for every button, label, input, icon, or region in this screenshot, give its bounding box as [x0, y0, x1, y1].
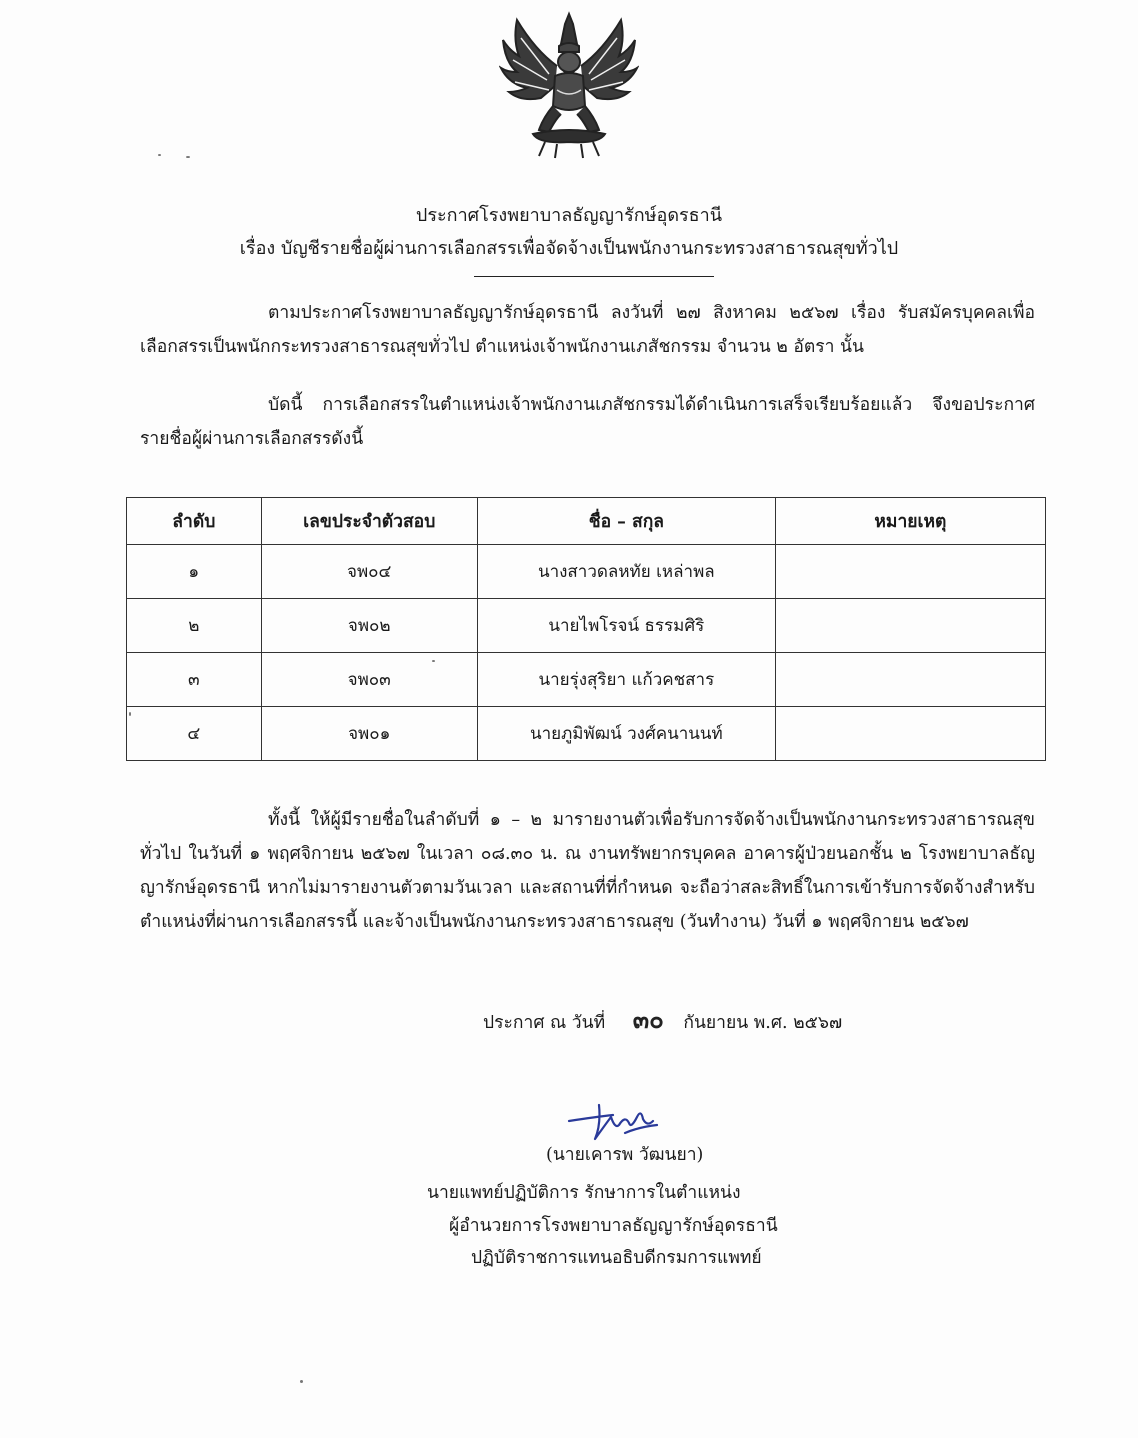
cell-note	[775, 599, 1045, 653]
title-divider	[474, 276, 714, 277]
result-paragraph	[140, 388, 1035, 456]
announcement-day: ๓๐	[632, 1006, 664, 1034]
column-header-note: หมายเหตุ	[775, 498, 1045, 545]
cell-note	[775, 545, 1045, 599]
intro-paragraph	[140, 296, 1035, 364]
candidate-table	[126, 497, 1046, 761]
announcement-date	[483, 1000, 842, 1039]
scan-speck	[432, 660, 435, 662]
table-row	[127, 653, 1046, 707]
scan-speck	[300, 1380, 303, 1383]
result-paragraph-text: บัดนี้ การเลือกสรรในตำแหน่งเจ้าพนักงานเภสัชกรรมได้ดำเนินการเสร็จเรียบร้อยแล้ว จึงขอประกาศรายชื่อผู้ผ่านการเลือกสรรดังนี้	[140, 395, 1035, 449]
cell-name: นายไพโรจน์ ธรรมศิริ	[477, 599, 775, 653]
cell-name: นายภูมิพัฒน์ วงศ์คนานนท์	[477, 707, 775, 761]
table-header-row	[127, 498, 1046, 545]
table-row	[127, 545, 1046, 599]
signatory-name: (นายเคารพ วัฒนยา)	[546, 1145, 704, 1165]
cell-name: นางสาวดลหทัย เหล่าพล	[477, 545, 775, 599]
document-subject: เรื่อง บัญชีรายชื่อผู้ผ่านการเลือกสรรเพื่อจัดจ้างเป็นพนักงานกระทรวงสาธารณสุขทั่วไป	[239, 238, 899, 259]
signatory-position-3: ปฏิบัติราชการแทนอธิบดีกรมการแพทย์	[471, 1248, 762, 1268]
cell-exam-id: จพ๐๔	[261, 545, 477, 599]
cell-exam-id: จพ๐๑	[261, 707, 477, 761]
instruction-paragraph	[140, 803, 1035, 939]
cell-name: นายรุ่งสุริยา แก้วคชสาร	[477, 653, 775, 707]
signatory-position-1: นายแพทย์ปฏิบัติการ รักษาการในตำแหน่ง	[427, 1183, 741, 1203]
column-header-order: ลำดับ	[127, 498, 262, 545]
cell-order: ๓	[127, 653, 262, 707]
instruction-paragraph-text: ทั้งนี้ ให้ผู้มีรายชื่อในลำดับที่ ๑ – ๒ มารายงานตัวเพื่อรับการจัดจ้างเป็นพนักงานกระทรวงสาธารณสุขทั่วไป ในวันที่ ๑ พฤศจิกายน ๒๕๖๗ ในเวลา ๐๘.๓๐ น. ณ งานทรัพยากรบุคคล อาคารผู้ป่วยนอกชั้น ๒ โรงพยาบาลธัญญารักษ์อุดรธานี หากไม่มารายงานตัวตามวันเวลา และสถานที่ที่กำหนด จะถือว่าสละสิทธิ์ในการเข้ารับการจัดจ้างสำหรับตำแหน่งที่ผ่านการเลือกสรรนี้ และจ้างเป็นพนักงานกระทรวงสาธารณสุข (วันทำงาน) วันที่ ๑ พฤศจิกายน ๒๕๖๗	[140, 810, 1035, 932]
intro-paragraph-text: ตามประกาศโรงพยาบาลธัญญารักษ์อุดรธานี ลงวันที่ ๒๗ สิงหาคม ๒๕๖๗ เรื่อง รับสมัครบุคคลเพื่อเลือกสรรเป็นพนักกระทรวงสาธารณสุขทั่วไป ตำแหน่งเจ้าพนักงานเภสัชกรรม จำนวน ๒ อัตรา นั้น	[140, 303, 1035, 357]
scan-speck	[129, 712, 131, 716]
cell-exam-id: จพ๐๒	[261, 599, 477, 653]
cell-order: ๔	[127, 707, 262, 761]
garuda-emblem-icon	[499, 10, 639, 160]
cell-exam-id: จพ๐๓	[261, 653, 477, 707]
column-header-exam-id: เลขประจำตัวสอบ	[261, 498, 477, 545]
table-row	[127, 707, 1046, 761]
column-header-name: ชื่อ – สกุล	[477, 498, 775, 545]
scan-speck	[186, 156, 190, 158]
cell-note	[775, 653, 1045, 707]
cell-note	[775, 707, 1045, 761]
signatory-position-2: ผู้อำนวยการโรงพยาบาลธัญญารักษ์อุดรธานี	[449, 1216, 778, 1236]
handwritten-signature-icon	[565, 1095, 665, 1145]
table-row	[127, 599, 1046, 653]
cell-order: ๒	[127, 599, 262, 653]
document-title: ประกาศโรงพยาบาลธัญญารักษ์อุดรธานี	[415, 205, 723, 226]
announcement-month-year: กันยายน พ.ศ. ๒๕๖๗	[683, 1013, 843, 1033]
announcement-date-prefix: ประกาศ ณ วันที่	[483, 1013, 606, 1033]
scan-speck	[158, 154, 161, 156]
cell-order: ๑	[127, 545, 262, 599]
